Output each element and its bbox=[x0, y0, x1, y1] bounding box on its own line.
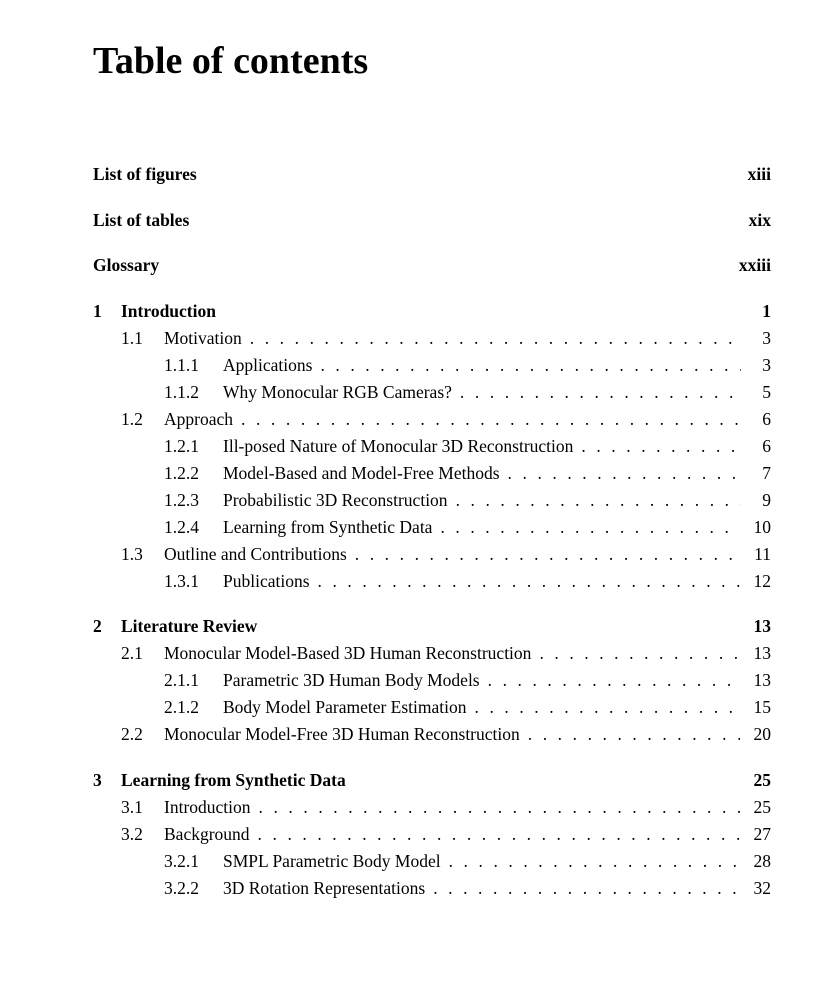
toc-entry-page: 15 bbox=[753, 697, 771, 717]
toc-entry-label: Motivation bbox=[164, 328, 242, 348]
toc-entry-page: 25 bbox=[753, 770, 771, 790]
toc-entry-page: 13 bbox=[753, 643, 771, 663]
toc-entry-number: 1.3 bbox=[121, 544, 143, 564]
toc-chapter-3[interactable] bbox=[93, 767, 771, 794]
toc-entry-number: 1.1.2 bbox=[164, 382, 199, 402]
toc-entry-number: 1.3.1 bbox=[164, 571, 199, 591]
toc-entry-label: Monocular Model-Free 3D Human Reconstruction bbox=[164, 724, 520, 744]
toc-chapter-2[interactable] bbox=[93, 613, 771, 640]
toc-section-1-1[interactable] bbox=[121, 325, 771, 352]
toc-entry-page: 27 bbox=[753, 824, 771, 844]
dot-leader bbox=[449, 848, 740, 875]
toc-entry-page: 25 bbox=[753, 797, 771, 817]
toc-entry-page: 11 bbox=[754, 544, 771, 564]
toc-entry-number: 2.1.1 bbox=[164, 670, 199, 690]
toc-entry-page: 13 bbox=[753, 670, 771, 690]
dot-leader bbox=[250, 325, 741, 352]
dot-leader bbox=[259, 794, 740, 821]
toc-entry-label: 3D Rotation Representations bbox=[223, 878, 426, 898]
dot-leader bbox=[355, 541, 740, 568]
toc-entry-page: 5 bbox=[762, 382, 771, 402]
toc-entry-label: SMPL Parametric Body Model bbox=[223, 851, 441, 871]
toc-section-3-1[interactable] bbox=[121, 794, 771, 821]
toc-entry-glossary[interactable] bbox=[93, 252, 771, 279]
toc-subsection-1-1-2[interactable] bbox=[164, 379, 771, 406]
page-title: Table of contents bbox=[93, 40, 369, 82]
dot-leader bbox=[475, 694, 740, 721]
dot-leader bbox=[320, 352, 741, 379]
toc-entry-page: 3 bbox=[762, 355, 771, 375]
toc-entry-number: 3.2 bbox=[121, 824, 143, 844]
toc-entry-number: 2 bbox=[93, 616, 102, 636]
toc-entry-page: 28 bbox=[753, 851, 771, 871]
toc-entry-page: 3 bbox=[762, 328, 771, 348]
toc-subsection-3-2-2[interactable] bbox=[164, 875, 771, 902]
toc-subsection-1-2-1[interactable] bbox=[164, 433, 771, 460]
toc-entry-page: 13 bbox=[753, 616, 771, 636]
dot-leader bbox=[508, 460, 741, 487]
toc-subsection-1-3-1[interactable] bbox=[164, 568, 771, 595]
toc-entry-number: 1.1.1 bbox=[164, 355, 199, 375]
toc-entry-number: 3.2.2 bbox=[164, 878, 199, 898]
toc-entry-page: xxiii bbox=[738, 255, 771, 275]
toc-entry-label: Learning from Synthetic Data bbox=[121, 770, 346, 790]
dot-leader bbox=[241, 406, 741, 433]
toc-entry-label: Introduction bbox=[164, 797, 251, 817]
dot-leader bbox=[258, 821, 740, 848]
dot-leader bbox=[528, 721, 740, 748]
toc-subsection-2-1-1[interactable] bbox=[164, 667, 771, 694]
toc-subsection-1-2-3[interactable] bbox=[164, 487, 771, 514]
toc-entry-label: Body Model Parameter Estimation bbox=[223, 697, 467, 717]
toc-section-1-3[interactable] bbox=[121, 541, 771, 568]
toc-entry-list-of-tables[interactable] bbox=[93, 207, 771, 234]
toc-entry-label: Ill-posed Nature of Monocular 3D Reconstruction bbox=[223, 436, 574, 456]
toc-entry-label: Why Monocular RGB Cameras? bbox=[223, 382, 452, 402]
toc-entry-label: Parametric 3D Human Body Models bbox=[223, 670, 480, 690]
toc-entry-page: 12 bbox=[753, 571, 771, 591]
dot-leader bbox=[460, 379, 741, 406]
toc-entry-label: Probabilistic 3D Reconstruction bbox=[223, 490, 448, 510]
toc-entry-page: xix bbox=[748, 210, 771, 230]
toc-entry-label: Applications bbox=[223, 355, 313, 375]
dot-leader bbox=[318, 568, 740, 595]
toc-entry-page: 9 bbox=[762, 490, 771, 510]
toc-entry-label: Glossary bbox=[93, 255, 160, 275]
toc-entry-page: 10 bbox=[753, 517, 771, 537]
toc-subsection-1-2-2[interactable] bbox=[164, 460, 771, 487]
toc-entry-page: xiii bbox=[747, 164, 771, 184]
dot-leader bbox=[433, 875, 739, 902]
toc-subsection-1-2-4[interactable] bbox=[164, 514, 771, 541]
toc-entry-number: 1 bbox=[93, 301, 102, 321]
toc-entry-label: List of tables bbox=[93, 210, 190, 230]
toc-entry-number: 3.1 bbox=[121, 797, 143, 817]
toc-entry-number: 1.2.2 bbox=[164, 463, 199, 483]
toc-entry-number: 2.2 bbox=[121, 724, 143, 744]
toc-entry-page: 6 bbox=[762, 436, 771, 456]
toc-entry-number: 1.2.1 bbox=[164, 436, 199, 456]
toc-entry-label: Monocular Model-Based 3D Human Reconstruction bbox=[164, 643, 532, 663]
toc-subsection-3-2-1[interactable] bbox=[164, 848, 771, 875]
dot-leader bbox=[456, 487, 741, 514]
toc-entry-number: 1.2.3 bbox=[164, 490, 199, 510]
toc-entry-page: 7 bbox=[762, 463, 771, 483]
toc-entry-label: Model-Based and Model-Free Methods bbox=[223, 463, 500, 483]
toc-section-2-2[interactable] bbox=[121, 721, 771, 748]
toc-entry-label: Publications bbox=[223, 571, 310, 591]
toc-entry-number: 2.1 bbox=[121, 643, 143, 663]
toc-entry-label: Approach bbox=[164, 409, 234, 429]
toc-entry-number: 1.1 bbox=[121, 328, 143, 348]
toc-section-1-2[interactable] bbox=[121, 406, 771, 433]
toc-entry-page: 32 bbox=[753, 878, 771, 898]
toc-entry-page: 6 bbox=[762, 409, 771, 429]
dot-leader bbox=[440, 514, 739, 541]
toc-entry-number: 2.1.2 bbox=[164, 697, 199, 717]
toc-entry-label: Outline and Contributions bbox=[164, 544, 347, 564]
dot-leader bbox=[488, 667, 740, 694]
toc-entry-list-of-figures[interactable] bbox=[93, 161, 771, 188]
toc-entry-number: 1.2.4 bbox=[164, 517, 199, 537]
toc-subsection-1-1-1[interactable] bbox=[164, 352, 771, 379]
toc-entry-label: Learning from Synthetic Data bbox=[223, 517, 433, 537]
toc-entry-label: Literature Review bbox=[121, 616, 258, 636]
toc-entry-number: 1.2 bbox=[121, 409, 143, 429]
toc-chapter-1[interactable] bbox=[93, 298, 771, 325]
toc-entry-number: 3.2.1 bbox=[164, 851, 199, 871]
toc-entry-label: Introduction bbox=[121, 301, 216, 321]
dot-leader bbox=[539, 640, 739, 667]
toc-entry-label: List of figures bbox=[93, 164, 197, 184]
toc-entry-number: 3 bbox=[93, 770, 102, 790]
toc-entry-page: 1 bbox=[762, 301, 771, 321]
toc-section-2-1[interactable] bbox=[121, 640, 771, 667]
dot-leader bbox=[581, 433, 741, 460]
toc-entry-label: Background bbox=[164, 824, 250, 844]
toc-section-3-2[interactable] bbox=[121, 821, 771, 848]
toc-entry-page: 20 bbox=[753, 724, 771, 744]
toc-subsection-2-1-2[interactable] bbox=[164, 694, 771, 721]
